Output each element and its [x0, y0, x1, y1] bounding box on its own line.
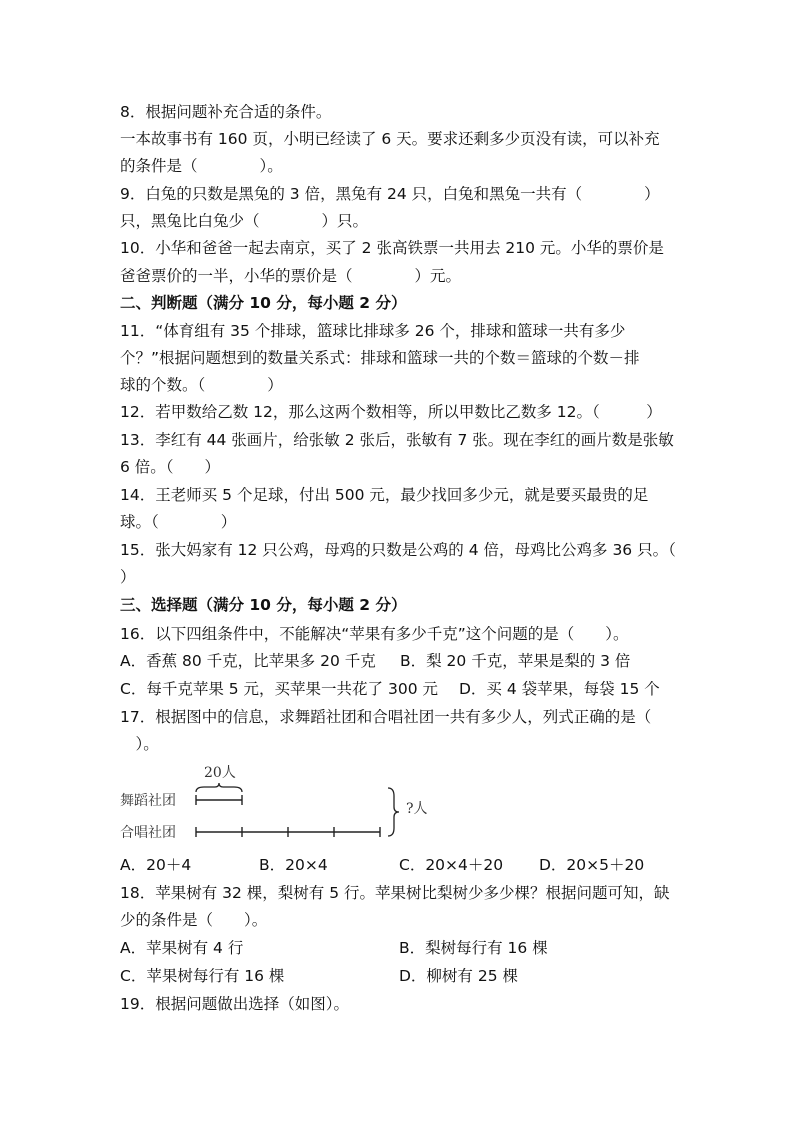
- q14-line1: 14．王老师买 5 个足球，付出 500 元，最少找回多少元，就是要买最贵的足: [120, 486, 649, 504]
- q16: 16．以下四组条件中，不能解决“苹果有多少千克”这个问题的是（ ）。: [120, 625, 629, 643]
- unit-brace: [196, 783, 242, 792]
- q17-option-a: A．20＋4: [120, 856, 192, 874]
- q17-line1: 17．根据图中的信息，求舞蹈社团和合唱社团一共有多少人，列式正确的是（: [120, 708, 652, 726]
- q16-option-c: C．每千克苹果 5 元，买苹果一共花了 300 元: [120, 680, 438, 698]
- q18-option-b: B．梨树每行有 16 棵: [399, 939, 548, 957]
- q15-line2: ）: [120, 568, 136, 586]
- q10-line1: 10．小华和爸爸一起去南京，买了 2 张高铁票一共用去 210 元。小华的票价是: [120, 239, 664, 257]
- q8-line2: 的条件是（ ）。: [120, 157, 283, 175]
- unit-label: 20人: [204, 765, 236, 781]
- q17-option-b: B．20×4: [259, 856, 328, 874]
- q8-line1: 一本故事书有 160 页，小明已经读了 6 天。要求还剩多少页没有读，可以补充: [120, 130, 660, 148]
- q11-line1: 11．“体育组有 35 个排球，篮球比排球多 26 个，排球和篮球一共有多少: [120, 322, 626, 340]
- section-2-heading: 二、判断题（满分 10 分，每小题 2 分）: [120, 294, 407, 312]
- q9-line1: 9．白兔的只数是黑兔的 3 倍，黑兔有 24 只，白兔和黑兔一共有（ ）: [120, 185, 660, 203]
- q16-option-a: A．香蕉 80 千克，比苹果多 20 千克: [120, 652, 376, 670]
- q13-line2: 6 倍。（ ）: [120, 458, 221, 476]
- q18-option-d: D．柳树有 25 棵: [399, 967, 519, 985]
- q18-line2: 少的条件是（ ）。: [120, 911, 268, 929]
- q18-option-c: C．苹果树每行有 16 棵: [120, 967, 285, 985]
- q11-line2: 个？”根据问题想到的数量关系式：排球和篮球一共的个数＝篮球的个数－排: [120, 349, 640, 367]
- q9-line2: 只，黑兔比白兔少（ ）只。: [120, 212, 369, 230]
- section-3-heading: 三、选择题（满分 10 分，每小题 2 分）: [120, 596, 407, 614]
- q15-line1: 15．张大妈家有 12 只公鸡，母鸡的只数是公鸡的 4 倍，母鸡比公鸡多 36 只。（: [120, 541, 676, 559]
- q18-option-a: A．苹果树有 4 行: [120, 939, 244, 957]
- q19: 19．根据问题做出选择（如图）。: [120, 995, 349, 1013]
- segment-bars: [120, 760, 480, 845]
- q18-line1: 18．苹果树有 32 棵，梨树有 5 行。苹果树比梨树少多少棵？根据问题可知，缺: [120, 884, 670, 902]
- total-brace: [388, 788, 399, 836]
- total-label: ?人: [406, 801, 428, 817]
- q17-option-c: C．20×4＋20: [399, 856, 504, 874]
- q14-line2: 球。（ ）: [120, 513, 237, 531]
- q17-line2: ）。: [120, 735, 159, 753]
- choir-club-label: 合唱社团: [120, 825, 176, 841]
- q17-option-d: D．20×5＋20: [539, 856, 645, 874]
- dance-club-label: 舞蹈社团: [120, 793, 176, 809]
- q17-segment-diagram: [120, 760, 480, 845]
- q13-line1: 13．李红有 44 张画片，给张敏 2 张后，张敏有 7 张。现在李红的画片数是张敏: [120, 431, 674, 449]
- q12: 12．若甲数给乙数 12，那么这两个数相等，所以甲数比乙数多 12。（ ）: [120, 403, 662, 421]
- q11-line3: 球的个数。（ ）: [120, 376, 283, 394]
- q16-option-d: D．买 4 袋苹果，每袋 15 个: [459, 680, 660, 698]
- q8-title: 8．根据问题补充合适的条件。: [120, 103, 332, 121]
- q16-option-b: B．梨 20 千克，苹果是梨的 3 倍: [400, 652, 631, 670]
- q10-line2: 爸爸票价的一半，小华的票价是（ ）元。: [120, 267, 462, 285]
